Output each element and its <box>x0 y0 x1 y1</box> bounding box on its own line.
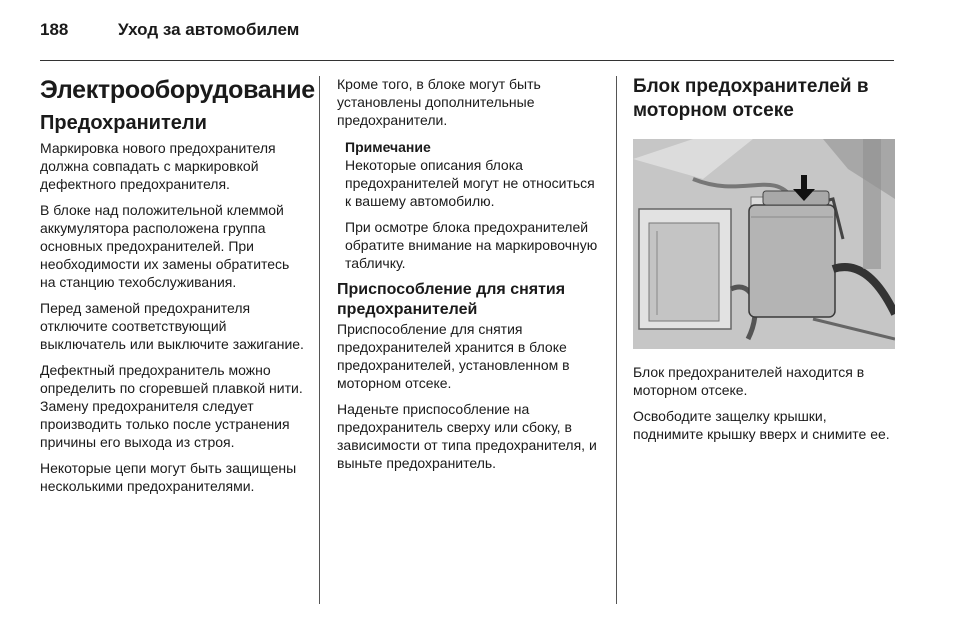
chapter-title: Электрооборудование <box>40 76 315 104</box>
engine-compartment-photo <box>633 139 895 349</box>
engine-fusebox-heading: Блок предохранителей в моторном отсеке <box>633 76 869 121</box>
paragraph: Блок предохранителей находится в моторном отсеке. <box>633 364 865 398</box>
column-2 <box>337 75 603 480</box>
note-label: Примечание <box>345 139 431 155</box>
paragraph: Некоторые цепи могут быть защищены несколькими предохранителями. <box>40 460 297 494</box>
page-header <box>40 20 900 44</box>
paragraph: Освободите защелку крышки, поднимите крышку вверх и снимите ее. <box>633 408 890 442</box>
column-divider-2 <box>616 76 617 604</box>
section-title: Уход за автомобилем <box>118 20 300 39</box>
fuses-heading: Предохранители <box>40 112 207 134</box>
column-divider-1 <box>319 76 320 604</box>
paragraph: Наденьте приспособление на предохранитель сверху или сбоку, в зависимости от типа предохранителя, и выньте предохранитель. <box>337 401 597 471</box>
fuse-tool-heading: Приспособление для снятия предохранителей <box>337 281 566 318</box>
paragraph: Дефектный предохранитель можно определить по сгоревшей плавкой нити. Замену предохранителя следует производить только после устранения причины его выхода из строя. <box>40 362 303 450</box>
paragraph: Приспособление для снятия предохранителей хранится в блоке предохранителей, установленном в моторном отсеке. <box>337 321 570 391</box>
paragraph: Перед заменой предохранителя отключите соответствующий выключатель или выключите зажигание. <box>40 300 304 352</box>
paragraph: Кроме того, в блоке могут быть установлены дополнительные предохранители. <box>337 76 541 128</box>
note-paragraph: При осмотре блока предохранителей обратите внимание на маркировочную табличку. <box>345 219 598 271</box>
paragraph: В блоке над положительной клеммой аккумулятора расположена группа основных предохранителей. При необходимости их замены обратитесь на станцию техобслуживания. <box>40 202 290 290</box>
paragraph: Маркировка нового предохранителя должна совпадать с маркировкой дефектного предохранителя. <box>40 140 276 192</box>
column-1 <box>40 75 315 503</box>
page-number: 188 <box>40 20 69 39</box>
column-3 <box>633 75 898 451</box>
header-rule <box>40 60 894 61</box>
note-paragraph: Некоторые описания блока предохранителей могут не относиться к вашему автомобилю. <box>345 157 595 209</box>
